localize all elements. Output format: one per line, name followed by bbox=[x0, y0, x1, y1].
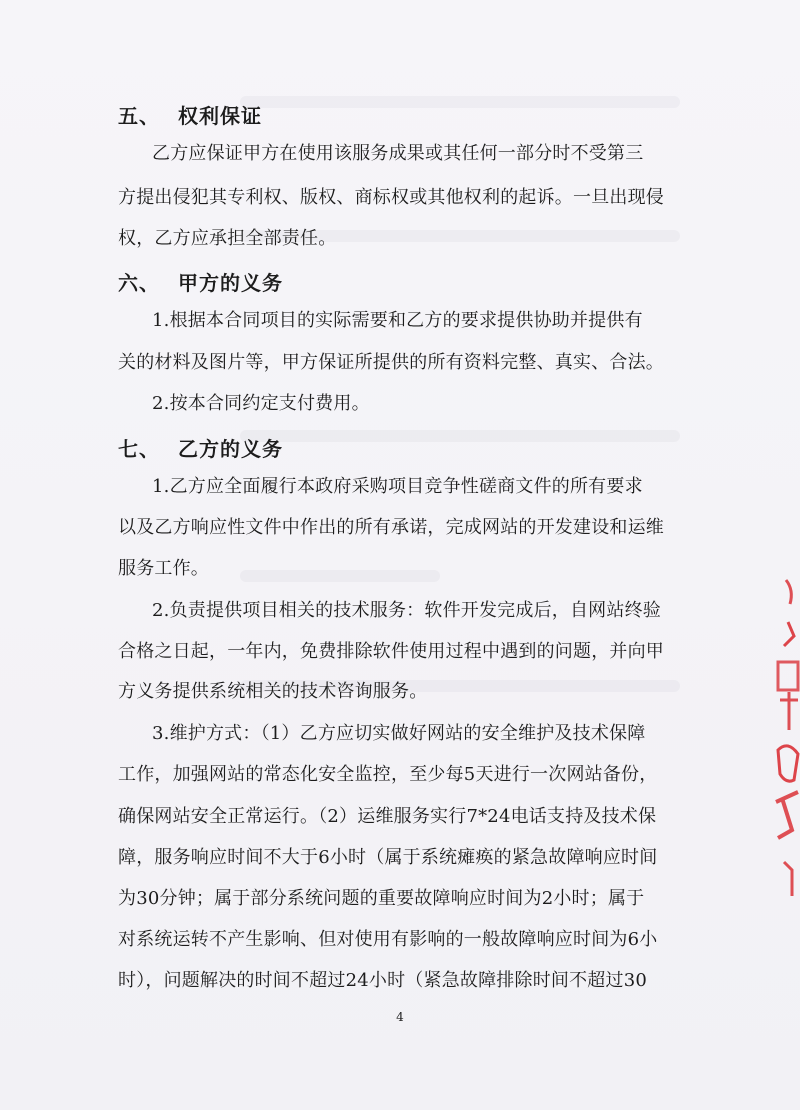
section-heading-5: 五、 权利保证 bbox=[118, 104, 262, 128]
paragraph-line: 方提出侵犯其专利权、版权、商标权或其他权利的起诉。一旦出现侵 bbox=[118, 187, 664, 208]
paragraph-line: 方义务提供系统相关的技术咨询服务。 bbox=[118, 681, 428, 702]
paragraph-line: 合格之日起，一年内，免费排除软件使用过程中遇到的问题，并向甲 bbox=[118, 641, 664, 662]
paragraph-line: 对系统运转不产生影响、但对使用有影响的一般故障响应时间为6小 bbox=[118, 929, 658, 950]
paragraph-line: 服务工作。 bbox=[118, 558, 209, 579]
paragraph-line: 权，乙方应承担全部责任。 bbox=[118, 228, 337, 249]
paragraph-line: 工作，加强网站的常态化安全监控，至少每5天进行一次网站备份， bbox=[118, 764, 658, 785]
paragraph-line: 2.负责提供项目相关的技术服务：软件开发完成后，自网站终验 bbox=[152, 600, 661, 621]
section-heading-7: 七、 乙方的义务 bbox=[118, 437, 283, 461]
page-number: 4 bbox=[396, 1010, 404, 1024]
seal-stamp-fragment bbox=[764, 570, 800, 910]
paragraph-line: 确保网站安全正常运行。（2）运维服务实行7*24电话支持及技术保 bbox=[118, 806, 657, 827]
paragraph-line: 关的材料及图片等，甲方保证所提供的所有资料完整、真实、合法。 bbox=[118, 352, 664, 373]
paragraph-line: 以及乙方响应性文件中作出的所有承诺，完成网站的开发建设和运维 bbox=[118, 517, 664, 538]
paragraph-line: 3.维护方式：（1）乙方应切实做好网站的安全维护及技术保障 bbox=[152, 723, 646, 744]
paragraph-line: 障，服务响应时间不大于6小时（属于系统瘫痪的紧急故障响应时间 bbox=[118, 847, 658, 868]
paragraph-line: 1.乙方应全面履行本政府采购项目竞争性磋商文件的所有要求 bbox=[152, 476, 643, 497]
paragraph-line: 为30分钟；属于部分系统问题的重要故障响应时间为2小时；属于 bbox=[118, 888, 645, 909]
paragraph-line: 时），问题解决的时间不超过24小时（紧急故障排除时间不超过30 bbox=[118, 970, 648, 991]
paragraph-line: 1.根据本合同项目的实际需要和乙方的要求提供协助并提供有 bbox=[152, 310, 643, 331]
paragraph-line: 2.按本合同约定支付费用。 bbox=[152, 393, 370, 414]
paragraph-line: 乙方应保证甲方在使用该服务成果或其任何一部分时不受第三 bbox=[152, 143, 644, 164]
section-heading-6: 六、 甲方的义务 bbox=[118, 271, 283, 295]
